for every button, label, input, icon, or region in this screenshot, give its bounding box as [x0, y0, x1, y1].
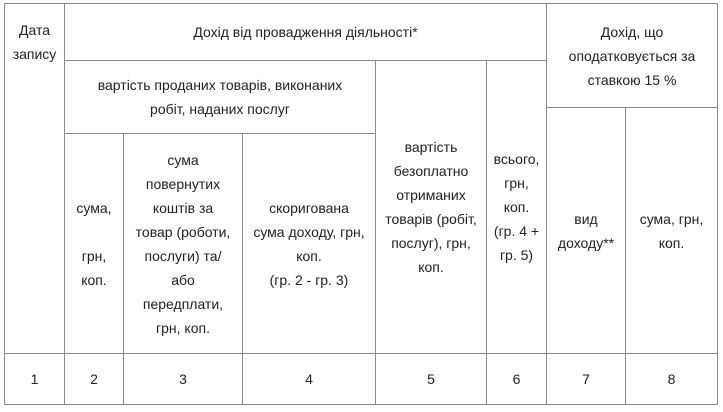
income-type-header-cell: [546, 107, 626, 354]
amount-header-label: сума, грн, коп.: [76, 199, 112, 288]
column-number-cell: [375, 353, 487, 405]
amount-uah-header-label: сума, грн, коп.: [639, 210, 704, 251]
column-number-cell: [123, 353, 243, 405]
column-number-cell: [242, 353, 376, 405]
column-number-cell: [546, 353, 626, 405]
column-number: 3: [179, 371, 187, 387]
date-header-label: Дата запису: [12, 22, 57, 62]
column-number-cell: [64, 353, 124, 405]
column-number: 4: [305, 371, 313, 387]
column-number: 6: [512, 371, 521, 387]
income-taxed-15-header-cell: [546, 3, 718, 108]
column-number-cell: [486, 353, 547, 405]
column-number: 7: [582, 371, 590, 387]
column-number: 8: [667, 371, 676, 387]
income-from-activity-header-cell: [64, 3, 547, 61]
returned-amount-header-label: сума повернутих коштів за товар (роботи, послуги) та/ або передплати, грн, коп.: [135, 151, 231, 336]
column-number: 5: [427, 371, 435, 387]
sold-goods-value-header-cell: [64, 60, 376, 134]
income-from-activity-header-label: Дохід від провадження діяльності*: [193, 24, 418, 40]
free-goods-value-header-cell: [375, 60, 487, 354]
date-header-cell: [4, 3, 65, 354]
amount-uah-header-cell: [625, 107, 718, 354]
returned-amount-header-cell: [123, 133, 243, 354]
column-number: 1: [30, 371, 39, 387]
total-header-label: всього, грн, коп. (гр. 4 + гр. 5): [493, 151, 540, 263]
amount-header-cell: [64, 133, 124, 354]
column-number-cell: [625, 353, 718, 405]
column-number-cell: [4, 353, 65, 405]
sold-goods-value-header-label: вартість проданих товарів, виконаних робіт, наданих послуг: [97, 77, 343, 117]
income-type-header-label: вид доходу**: [557, 210, 615, 251]
adjusted-income-header-cell: [242, 133, 376, 354]
free-goods-value-header-label: вартість безоплатно отриманих товарів (робіт, послуг), грн, коп.: [385, 139, 477, 275]
adjusted-income-header-label: скоригована сума доходу, грн, коп. (гр. 2 - гр. 3): [253, 199, 365, 288]
total-header-cell: [486, 60, 547, 354]
income-taxed-15-header-label: Дохід, що оподатковується за ставкою 15 %: [568, 23, 696, 88]
column-number: 2: [90, 371, 98, 387]
